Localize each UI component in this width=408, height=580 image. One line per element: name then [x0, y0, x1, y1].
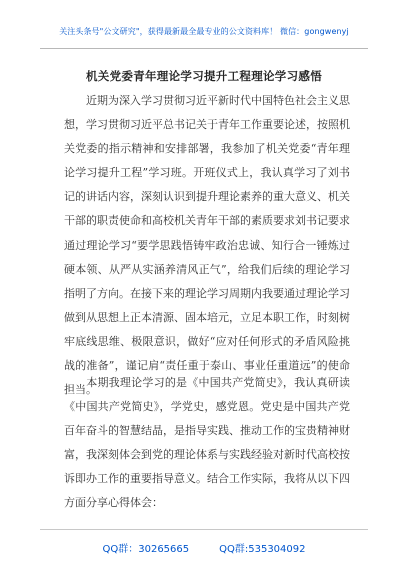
paragraph-1-text: 近期为深入学习贯彻习近平新时代中国特色社会主义思想，学习贯彻习近平总书记关于青年工作重要论述，按照机关党委的指示精神和安排部署，我参加了机关党委“青年理论学习提升工程”学习班。开班仪式上，我认真学习了刘书记的讲话内容，深刻认识到提升理论素养的重大意义、机关干部的职责使命和高校机关青年干部的素质要求刘书记要求通过理论学习“要学思践悟铸牢政治忠诚、知行合一锤炼过硬本领、从严从实涵养清风正气”，给我们后续的理论学习指明了方向。在接下来的理论学习周期内我要通过理论学习做到从思想上正本清源、固本培元，立足本职工作，时刻树牢底线思维、极限意识，做好“应对任何形式的矛盾风险挑战的准备”，谨记肩“责任重于泰山、事业任重道远”的使命担当。 — [64, 94, 350, 397]
paragraph-2-text: 本期我理论学习的是《中国共产党简史》，我认真研读《中国共产党简史》，学党史，感党恩。党史是中国共产党百年奋斗的智慧结晶，是指导实践、推动工作的宝贵精神财富，我深刻体会到党的理论体系与实践经验对新时代高校按诉即办工作的重要指导意义。结合工作实际，我将从以下四方面分享心得体会： — [64, 376, 350, 510]
footer-divider — [40, 529, 368, 530]
body-paragraph-2 — [64, 371, 350, 516]
footer-qq-group-1: QQ群：30265665 — [102, 544, 190, 555]
footer-qq-group-2: QQ群:535304092 — [219, 544, 306, 555]
footer-contact — [0, 540, 408, 555]
header-banner: 关注头条号"公文研究"，获得最新最全最专业的公文资料库！ 微信：gongwenyj — [59, 27, 349, 36]
document-title: 机关党委青年理论学习提升工程理论学习感悟 — [86, 69, 322, 83]
body-paragraph-1 — [64, 89, 350, 402]
header-divider — [40, 48, 368, 49]
